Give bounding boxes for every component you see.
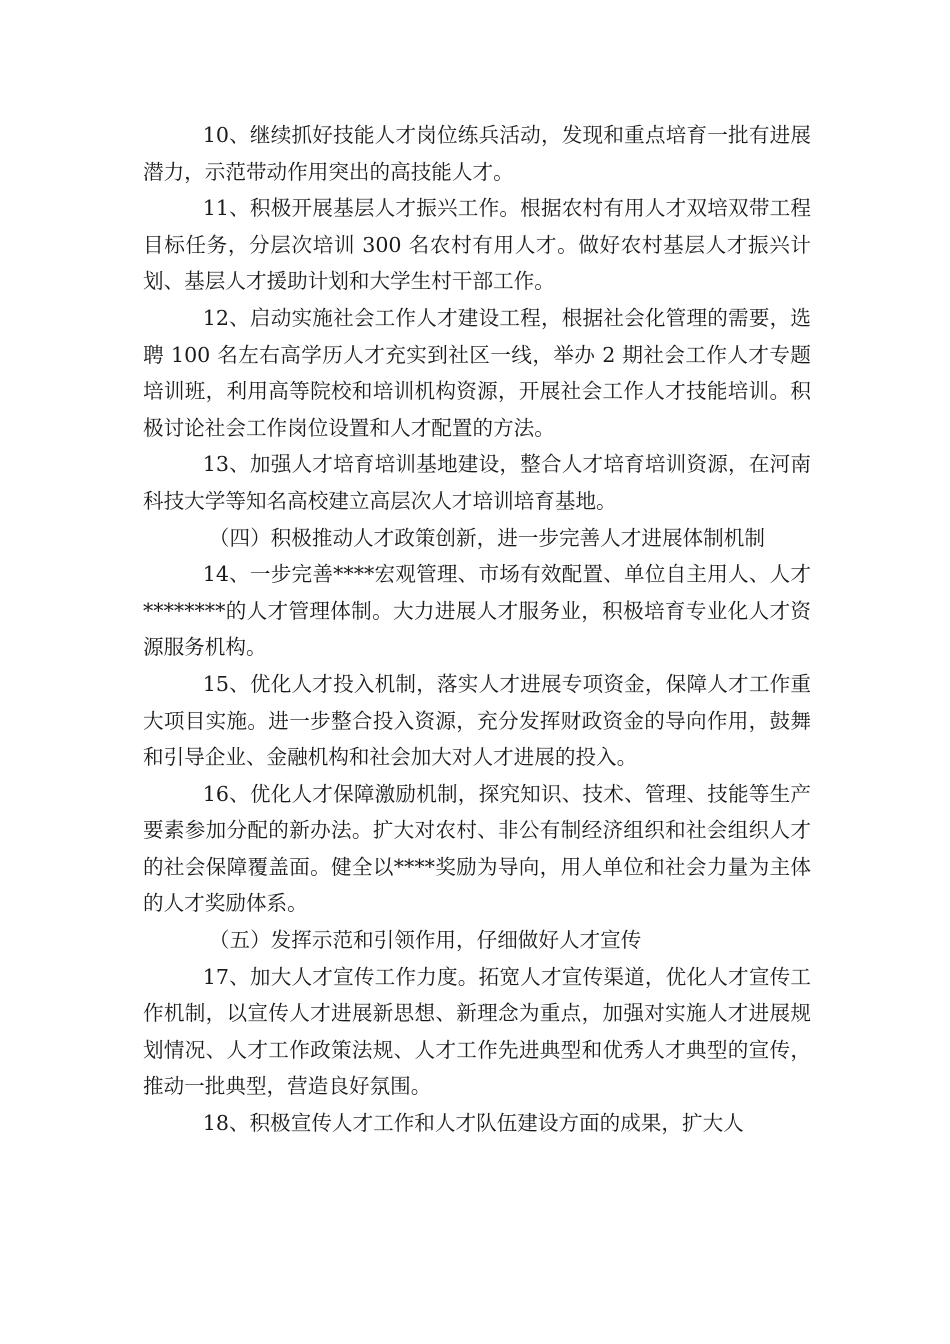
paragraph-item-14: 14、一步完善****宏观管理、市场有效配置、单位自主用人、人才********的人才管理体制。大力进展人才服务业，积极培育专业化人才资源服务机构。 — [143, 562, 811, 660]
paragraph-item-11: 11、积极开展基层人才振兴工作。根据农村有用人才双培双带工程目标任务，分层次培训 300 名农村有用人才。做好农村基层人才振兴计划、基层人才援助计划和大学生村干部工作。 — [143, 196, 811, 294]
section-heading-5: （五）发挥示范和引领作用，仔细做好人才宣传 — [208, 928, 642, 953]
paragraph-item-16: 16、优化人才保障激励机制，探究知识、技术、管理、技能等生产要素参加分配的新办法。扩大对农村、非公有制经济组织和社会组织人才的社会保障覆盖面。健全以****奖励为导向，用人单位和社会力量为主体的人才奖励体系。 — [143, 781, 811, 916]
paragraph-item-10: 10、继续抓好技能人才岗位练兵活动，发现和重点培育一批有进展潜力，示范带动作用突出的高技能人才。 — [143, 123, 811, 184]
paragraph-item-12: 12、启动实施社会工作人才建设工程，根据社会化管理的需要，选聘 100 名左右高学历人才充实到社区一线，举办 2 期社会工作人才专题培训班，利用高等院校和培训机构资源，开展社会工作人才技能培训。积极讨论社会工作岗位设置和人才配置的方法。 — [143, 305, 811, 440]
section-heading-4: （四）积极推动人才政策创新，进一步完善人才进展体制机制 — [208, 525, 765, 550]
document-body — [143, 117, 811, 1142]
paragraph-item-15: 15、优化人才投入机制，落实人才进展专项资金，保障人才工作重大项目实施。进一步整合投入资源，充分发挥财政资金的导向作用，鼓舞和引导企业、金融机构和社会加大对人才进展的投入。 — [143, 671, 811, 770]
paragraph-item-18: 18、积极宣传人才工作和人才队伍建设方面的成果，扩大人 — [202, 1111, 744, 1136]
paragraph-item-17: 17、加大人才宣传工作力度。拓宽人才宣传渠道，优化人才宣传工作机制，以宣传人才进展新思想、新理念为重点，加强对实施人才进展规划情况、人才工作政策法规、人才工作先进典型和优秀人才典型的宣传，推动一批典型，营造良好氛围。 — [143, 964, 811, 1099]
paragraph-item-13: 13、加强人才培育培训基地建设，整合人才培育培训资源，在河南科技大学等知名高校建立高层次人才培训培育基地。 — [143, 452, 811, 513]
